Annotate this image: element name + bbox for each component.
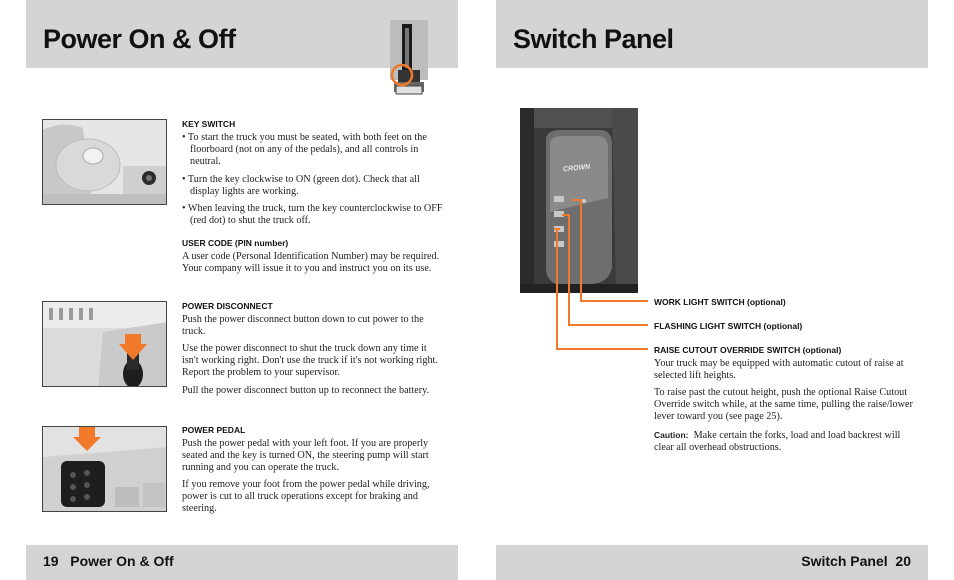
page-title-left: Power On & Off [43,24,236,54]
section-heading-power-pedal: POWER PEDAL [182,425,246,435]
user-code-paragraph: A user code (Personal Identification Number) may be required. Your company will issue it to you and instruct you on its use. [182,251,440,275]
callout-line-work-light-h [580,300,648,302]
caution-text: Make certain the forks, load and load backrest will clear all overhead obstructions. [654,430,903,454]
caution-paragraph [654,429,916,454]
section-heading-key-switch: KEY SWITCH [182,119,236,129]
left-footer-text: 19 Power On & Off [43,553,174,569]
callout-work-light-switch: WORK LIGHT SWITCH (optional) [654,297,786,307]
power-pedal-photo [42,426,167,512]
raise-cutout-paragraph-1: Your truck may be equipped with automatic cutout of raise at selected lift heights. [654,358,904,382]
section-heading-user-code [182,238,288,248]
key-switch-bullet-3: • When leaving the truck, turn the key counterclockwise to OFF (red dot) to shut the truck off. [182,203,443,227]
right-footer-text: Switch Panel 20 [801,553,911,569]
callout-line-raise-cutout-h [556,348,648,350]
raise-cutout-paragraph-2: To raise past the cutout height, push the optional Raise Cutout Override switch while, at the same time, pulling the raise/lower lever toward you (see page 25). [654,387,913,423]
truck-thumbnail-icon [388,20,430,98]
callout-raise-cutout-override-switch: RAISE CUTOUT OVERRIDE SWITCH (optional) [654,345,842,355]
power-pedal-paragraph-1: Push the power pedal with your left foot. If you are properly seated and the key is turned ON, the steering pump will start running and you can operate the truck. [182,438,429,474]
user-code-heading-text: USER CODE (PIN number) [182,238,289,248]
callout-line-flashing-light-top [562,214,570,216]
power-disconnect-paragraph-1: Push the power disconnect button down to cut power to the truck. [182,314,424,338]
key-switch-bullet-1: • To start the truck you must be seated, with both feet on the floorboard (not on any of the pedals), and all controls in neutral. [182,132,427,168]
power-pedal-paragraph-2: If you remove your foot from the power pedal while driving, power is cut to all truck operations except for braking and steering. [182,479,430,515]
key-switch-photo [42,119,167,205]
power-disconnect-photo [42,301,167,387]
callout-line-work-light-top [572,199,582,201]
power-disconnect-paragraph-2: Use the power disconnect to shut the truck down any time it isn't working right. Don't use the truck if it's not working right. Report the problem to your supervisor. [182,343,438,379]
power-disconnect-paragraph-3: Pull the power disconnect button up to reconnect the battery. [182,385,430,396]
panel-brand-label: CROWN [562,163,591,174]
callout-line-raise-cutout-top [554,228,560,230]
callout-line-flashing-light-v [568,215,570,325]
section-heading-power-disconnect: POWER DISCONNECT [182,301,273,311]
callout-flashing-light-switch: FLASHING LIGHT SWITCH (optional) [654,321,803,331]
caution-label: Caution: [654,430,689,440]
page-title-right: Switch Panel [513,24,674,54]
callout-line-work-light-v [580,200,582,301]
key-switch-bullet-2: • Turn the key clockwise to ON (green dot). Check that all display lights are working. [182,174,420,198]
callout-line-flashing-light-h [568,324,648,326]
callout-line-raise-cutout-v [556,229,558,349]
